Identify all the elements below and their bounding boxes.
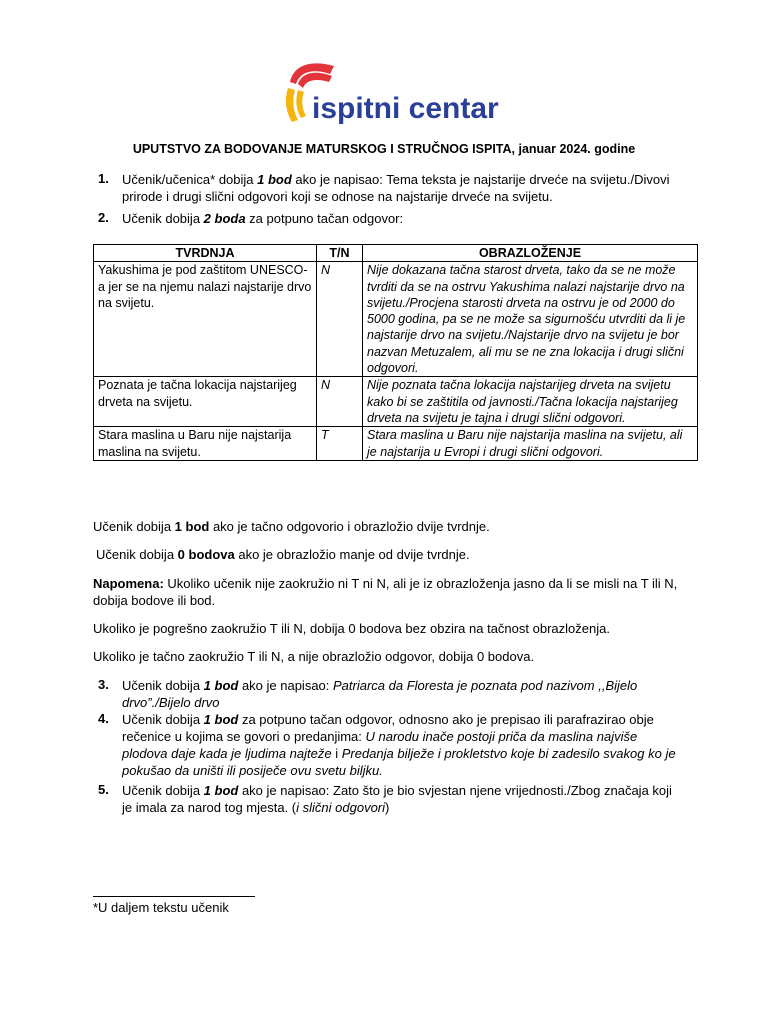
item-3-number: 3. (98, 677, 109, 692)
tn-cell: N (317, 262, 363, 377)
explanation-cell: Stara maslina u Baru nije najstarija maslina na svijetu, ali je najstarija u Evropi i drugi slični odgovori. (363, 427, 698, 461)
tn-cell: N (317, 377, 363, 427)
header-tvrdnja: TVRDNJA (94, 245, 317, 262)
logo-yellow-stroke-1 (286, 88, 298, 122)
logo-wordmark: ispitni centar (312, 92, 499, 125)
item-1-text: Učenik/učenica* dobija 1 bod ako je napisao: Tema teksta je najstarije drveće na svijetu./Divovi prirode i drugi slični odgovori koji se odnose na najstarije drveće na svijetu. (122, 172, 670, 204)
footnote-separator (93, 896, 255, 897)
header-tn: T/N (317, 245, 363, 262)
claim-cell: Poznata je tačna lokacija najstarijeg drveta na svijetu. (94, 377, 317, 427)
claim-cell: Stara maslina u Baru nije najstarija maslina na svijetu. (94, 427, 317, 461)
rule-3: Ukoliko je pogrešno zaokružio T ili N, dobija 0 bodova bez obzira na tačnost obrazloženja. (93, 621, 610, 636)
item-5-number: 5. (98, 782, 109, 797)
claim-cell: Yakushima je pod zaštitom UNESCO-a jer se na njemu nalazi najstarije drvo na svijetu. (94, 262, 317, 377)
rule-4: Ukoliko je tačno zaokružio T ili N, a nije obrazložio odgovor, dobija 0 bodova. (93, 649, 535, 664)
logo-yellow-stroke-2 (296, 90, 306, 118)
explanation-cell: Nije dokazana tačna starost drveta, tako da se ne može tvrditi da se na ostrvu Yakushima nalazi najstarije drvo na svijetu./Procjena starosti drveta na ostrvu je od 2000 do 5000 godina, pa se ne može sa sigurnošću utvrditi da li je najstarije drvo na svijetu./Najstarije drvo na svijetu je bor nazvan Metuzalem, ali mu se ne zna lokacija i drugi slični odgovori. (363, 262, 698, 377)
item-5-text: Učenik dobija 1 bod ako je napisao: Zato što je bio svjestan njene vrijednosti./Zbog značaja koji je imala za narod tog mjesta. (i slični odgovori) (122, 783, 672, 815)
item-1-number: 1. (98, 171, 109, 186)
note: Napomena: Ukoliko učenik nije zaokružio ni T ni N, ali je iz obrazloženja jasno da li se misli na T ili N, dobija bodove ili bod. (93, 576, 678, 608)
tn-cell: T (317, 427, 363, 461)
item-3-text: Učenik dobija 1 bod ako je napisao: Patriarca da Floresta je poznata pod nazivom ,,Bijelo drvo”./Bijelo drvo (122, 678, 638, 710)
header-obrazlozenje: OBRAZLOŽENJE (363, 245, 698, 262)
item-4-number: 4. (98, 711, 109, 726)
scoring-table (93, 244, 698, 461)
footnote: *U daljem tekstu učenik (93, 900, 229, 915)
table-row (94, 262, 698, 377)
table-header-row (94, 245, 698, 262)
item-4-text: Učenik dobija 1 bod za potpuno tačan odgovor, odnosno ako je prepisao ili parafrazirao obje rečenice u kojima se govori o predanjima: U narodu inače postoji priča da maslina najviše plodova daje kada je ljudima najteže i Predanja bilježe i prokletstvo koje bi zadesilo svakog ko je pokušao da uništi ili posiječe ovu svetu biljku. (122, 712, 676, 778)
table-row (94, 427, 698, 461)
page-title: UPUTSTVO ZA BODOVANJE MATURSKOG I STRUČNOG ISPITA, januar 2024. godine (132, 142, 636, 156)
rule-2: Učenik dobija 0 bodova ako je obrazložio manje od dvije tvrdnje. (96, 547, 470, 562)
rule-1: Učenik dobija 1 bod ako je tačno odgovorio i obrazložio dvije tvrdnje. (93, 519, 490, 534)
item-2-number: 2. (98, 210, 109, 225)
explanation-cell: Nije poznata tačna lokacija najstarijeg drveta na svijetu kako bi se zaštitila od javnosti./Tačna lokacija najstarijeg drveta na svijetu je tajna i drugi slični odgovori. (363, 377, 698, 427)
table-row (94, 377, 698, 427)
item-2-text: Učenik dobija 2 boda za potpuno tačan odgovor: (122, 211, 404, 226)
logo-red-swoosh-2 (298, 73, 332, 88)
